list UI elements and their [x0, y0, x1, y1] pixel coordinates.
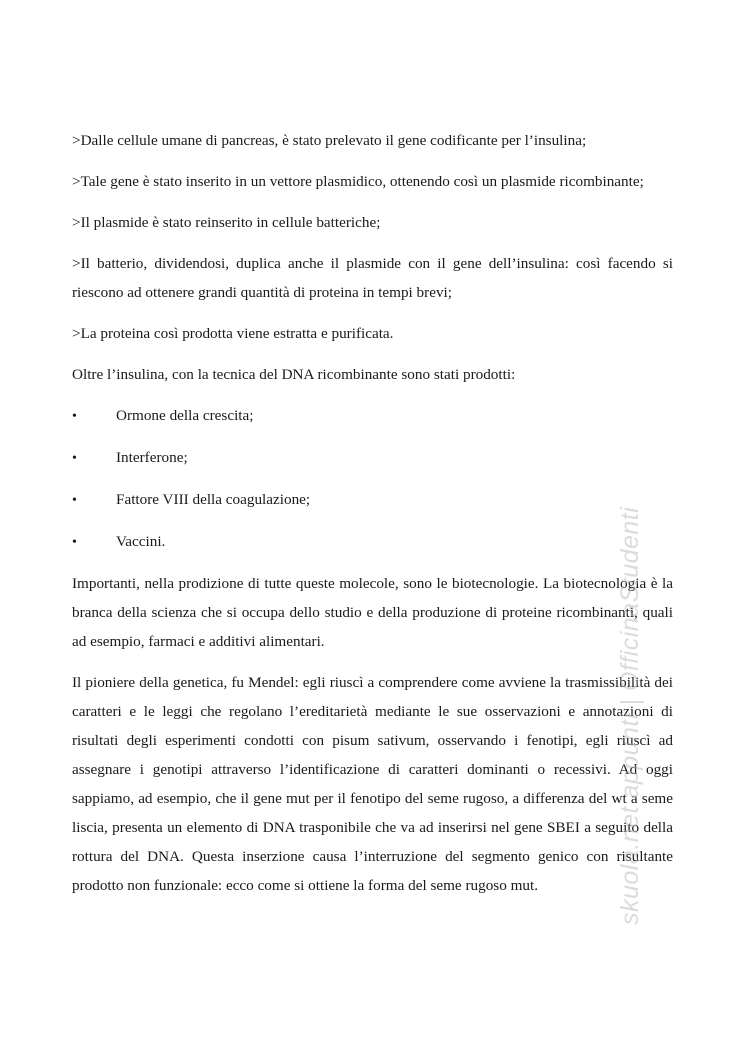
bullet-icon: • — [72, 451, 77, 466]
bullet-icon: • — [72, 535, 77, 550]
list-item — [72, 401, 673, 431]
document-page — [72, 126, 673, 912]
step-paragraph-4: >Il batterio, dividendosi, duplica anche il plasmide con il gene dell’insulina: così facendo si riescono ad ottenere grandi quantità di proteina in tempi brevi; — [72, 255, 673, 301]
products-list — [72, 401, 673, 557]
step-paragraph-1: >Dalle cellule umane di pancreas, è stato prelevato il gene codificante per l’insulina; — [72, 132, 587, 149]
watermark: skuola.net appunti | OfficinaStudenti — [616, 506, 644, 925]
list-item-text: Interferone; — [116, 449, 188, 466]
biotech-paragraph: Importanti, nella prodizione di tutte queste molecole, sono le biotecnologie. La biotecnologia è la branca della scienza che si occupa dello studio e della produzione di proteine ricombinanti, quali ad esempio, farmaci e additivi alimentari. — [72, 575, 673, 650]
list-item-text: Ormone della crescita; — [116, 407, 254, 424]
mendel-paragraph: Il pioniere della genetica, fu Mendel: egli riuscì a comprendere come avviene la trasmissibilità dei caratteri e le leggi che regolano l’ereditarietà mediante le sue osservazioni e annotazioni di risultati degli esperimenti condotti con pisum sativum, osservando i fenotipi, egli riuscì ad assegnare i genotipi attraverso l’identificazione di caratteri dominanti o recessivi. Ad oggi sappiamo, ad esempio, che il gene mut per il fenotipo del seme rugoso, a differenza del wt a seme liscia, presenta un elemento di DNA trasponibile che va ad inserirsi nel gene SBEI a seguito della rottura del DNA. Questa inserzione causa l’interruzione del segmento genico con risultante prodotto non funzionale: ecco come si ottiene la forma del seme rugoso mut. — [72, 674, 673, 894]
list-item — [72, 527, 673, 557]
products-intro: Oltre l’insulina, con la tecnica del DNA ricombinante sono stati prodotti: — [72, 366, 516, 383]
step-paragraph-3: >Il plasmide è stato reinserito in cellule batteriche; — [72, 214, 381, 231]
bullet-icon: • — [72, 409, 77, 424]
step-paragraph-2: >Tale gene è stato inserito in un vettore plasmidico, ottenendo così un plasmide ricombinante; — [72, 173, 644, 190]
list-item-text: Vaccini. — [116, 533, 166, 550]
list-item — [72, 485, 673, 515]
list-item — [72, 443, 673, 473]
bullet-icon: • — [72, 493, 77, 508]
list-item-text: Fattore VIII della coagulazione; — [116, 491, 311, 508]
step-paragraph-5: >La proteina così prodotta viene estratta e purificata. — [72, 325, 394, 342]
